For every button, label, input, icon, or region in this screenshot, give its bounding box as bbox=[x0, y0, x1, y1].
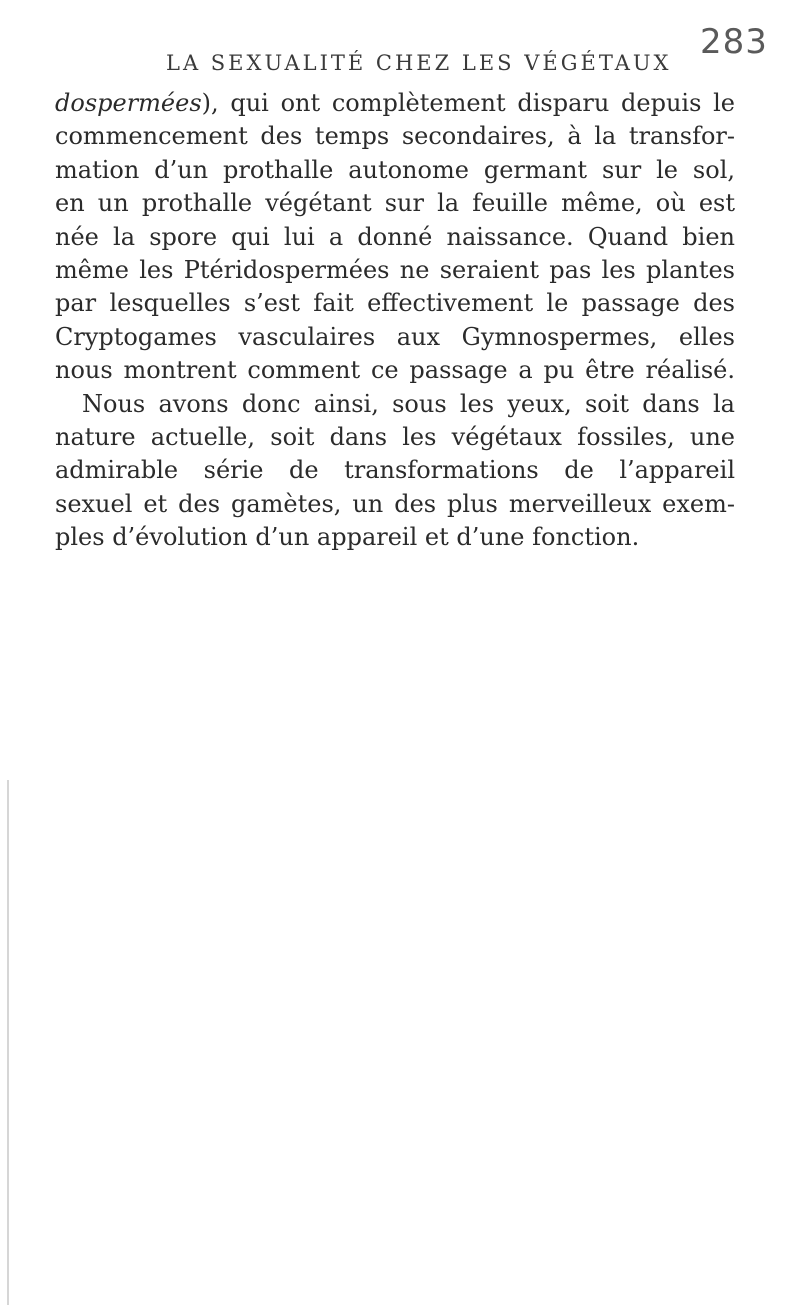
text-line: nature actuelle, soit dans les végétaux fossiles, une bbox=[55, 422, 735, 451]
text-line: commencement des temps secondaires, à la transfor- bbox=[55, 122, 735, 151]
text-line bbox=[55, 87, 735, 120]
text-line: Nous avons donc ainsi, sous les yeux, soit dans la bbox=[82, 389, 735, 418]
scan-edge-line bbox=[7, 780, 9, 1305]
running-head: LA SEXUALITÉ CHEZ LES VÉGÉTAUX bbox=[166, 51, 672, 75]
page-number: 283 bbox=[700, 22, 768, 62]
text-line: ples d’évolution d’un appareil et d’une fonction. bbox=[55, 523, 640, 552]
text-line: sexuel et des gamètes, un des plus merveilleux exem- bbox=[55, 489, 735, 518]
italic-term: dospermées bbox=[55, 89, 202, 117]
text-line: par lesquelles s’est fait effectivement le passage des bbox=[55, 289, 735, 318]
body-text bbox=[55, 87, 735, 554]
text-line: mation d’un prothalle autonome germant sur le sol, bbox=[55, 155, 735, 184]
text-line: en un prothalle végétant sur la feuille même, où est bbox=[55, 189, 735, 218]
text-line: nous montrent comment ce passage a pu être réalisé. bbox=[55, 356, 735, 385]
text-line: admirable série de transformations de l’appareil bbox=[55, 456, 735, 485]
text-line: née la spore qui lui a donné naissance. Quand bien bbox=[55, 222, 735, 251]
text-line: même les Ptéridospermées ne seraient pas les plantes bbox=[55, 255, 735, 284]
text-line: Cryptogames vasculaires aux Gymnospermes, elles bbox=[55, 322, 735, 351]
line-text: ), qui ont complètement disparu depuis le bbox=[201, 89, 735, 117]
